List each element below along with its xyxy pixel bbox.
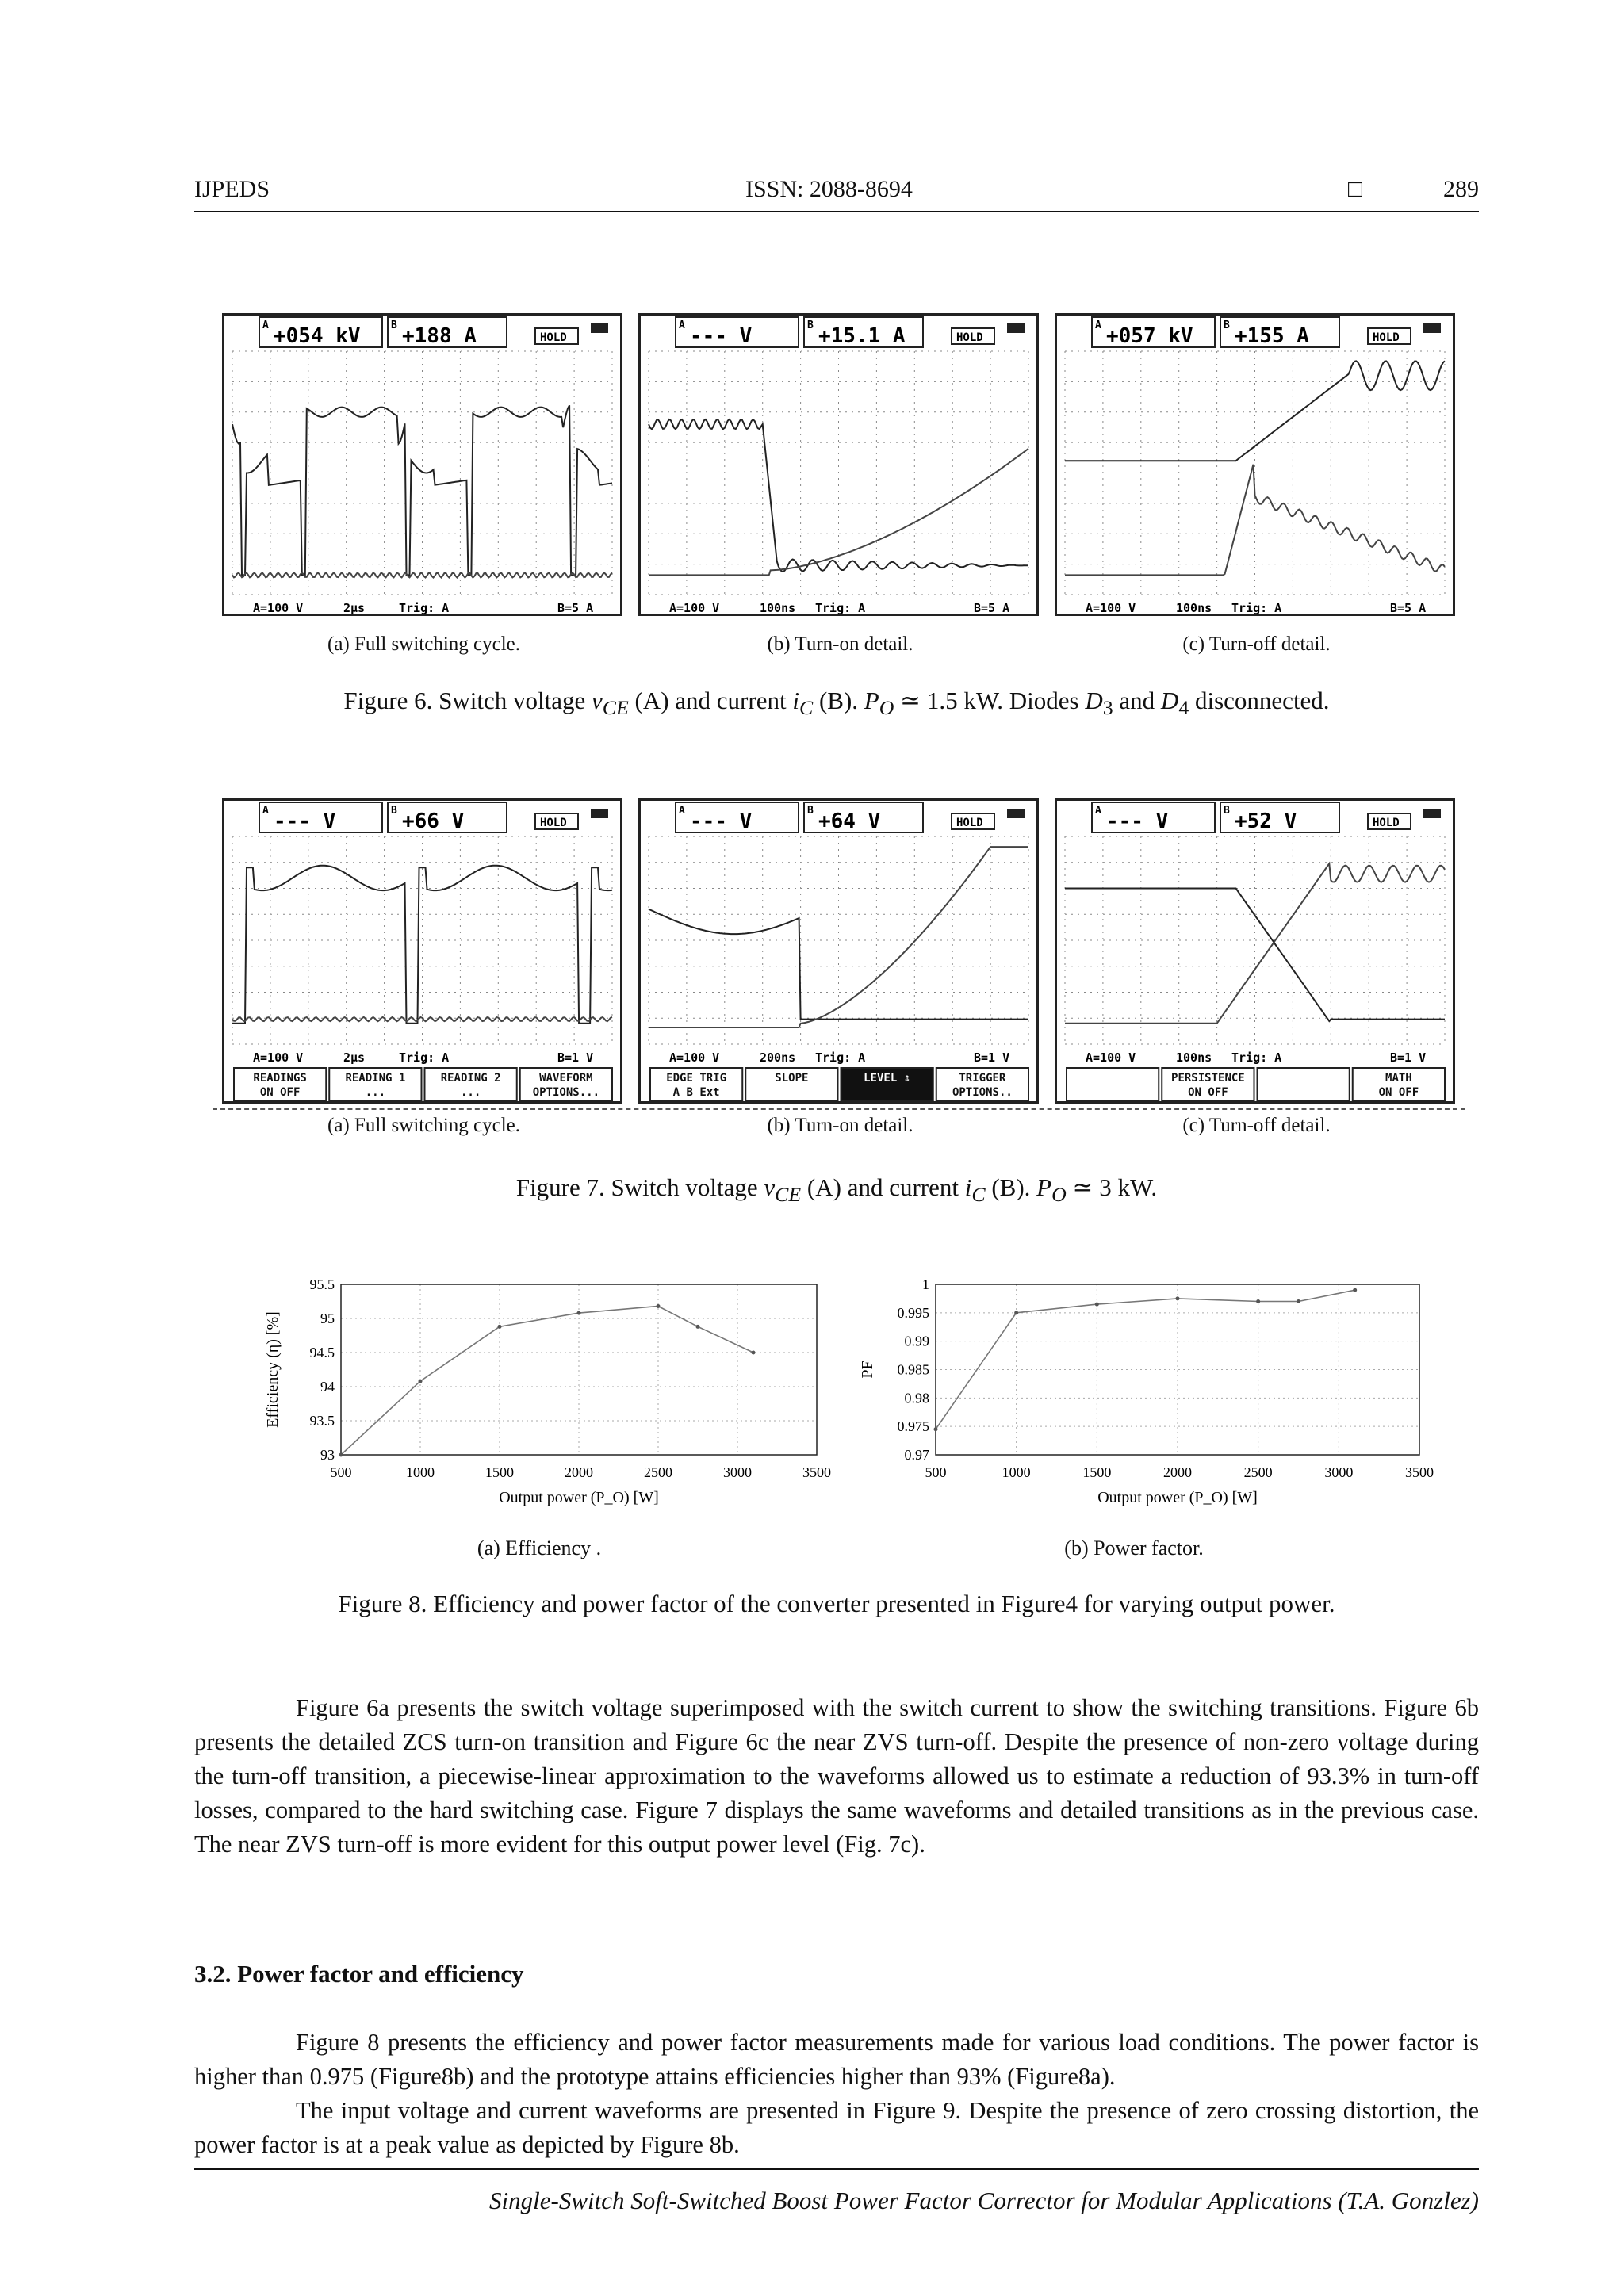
hold-badge: HOLD [540,817,567,829]
fig7-scope-2 [1055,798,1455,1104]
fig6-scope-0 [222,313,622,616]
x-tick-label: 1000 [1002,1464,1031,1480]
channel-a-reading: --- V [690,324,753,348]
softkey-1-value: ON OFF [1188,1086,1228,1099]
channel-a-scale: A=100 V [253,601,304,615]
softkey-0-label: EDGE TRIG [666,1072,727,1085]
trigger-status: Trig: A [399,1050,450,1065]
figure-8b-caption: (b) Power factor. [1064,1536,1204,1559]
channel-a-scale: A=100 V [669,601,720,615]
data-point [1176,1296,1180,1300]
channel-b-reading: +64 V [818,809,881,833]
paragraph-1: Figure 6a presents the switch voltage superimposed with the switch current to show the switching transitions. Figure 6b presents the detailed ZCS turn-on transition and Figure 6c the near ZVS turn-off. Despite the presence of non-zero voltage during the turn-off transition, a piecewise-linear approximation to the waveforms allowed us to estimate a reduction of 93.3% in turn-off losses, compared to the hard switching case. Figure 7 displays the same waveforms and detailed transitions as in the previous case. The near ZVS turn-off is more evident for this output power level (Fig. 7c). [194,1694,1479,1858]
chart-grid [341,1284,817,1455]
channel-a-tag: A [1095,805,1101,817]
y-tick-label: 93 [320,1447,335,1463]
data-point [339,1453,343,1457]
x-axis-label: Output power (P_O) [W] [1097,1489,1258,1506]
trigger-status: Trig: A [399,601,450,615]
channel-a-reading: +054 kV [274,324,361,348]
channel-b-reading: +188 A [402,324,477,348]
channel-b-scale: B=1 V [557,1050,594,1065]
softkey-3-value: OPTIONS.. [952,1086,1013,1099]
hold-badge: HOLD [956,331,983,344]
fig7-subcaption-1: (b) Turn-on detail. [767,1115,914,1136]
channel-a-scale: A=100 V [253,1050,304,1065]
data-point [696,1325,700,1329]
softkey-3-label: TRIGGER [959,1072,1006,1085]
channel-a-scale: A=100 V [1086,601,1136,615]
trace-a [1065,889,1445,1022]
time-base: 100ns [1176,1050,1212,1065]
time-base: 200ns [760,1050,796,1065]
softkey-3-label: MATH [1385,1072,1412,1085]
fig7-subcaption-2: (c) Turn-off detail. [1182,1115,1331,1136]
trace-a [232,405,612,575]
header-rule [194,211,1479,212]
y-axis-label: Efficiency (η) [%] [264,1311,282,1428]
battery-icon [1007,323,1025,333]
figure-8a-caption: (a) Efficiency . [477,1536,602,1559]
y-axis-label: PF [859,1360,876,1379]
scope-grid [232,351,612,595]
trace-b [649,847,1028,1027]
journal-name: IJPEDS [194,176,270,202]
channel-a-reading: --- V [274,809,336,833]
chart-grid [936,1284,1419,1455]
hold-badge: HOLD [1373,817,1400,829]
x-tick-label: 2000 [1163,1464,1192,1480]
battery-icon [591,323,608,333]
channel-a-tag: A [262,805,269,817]
channel-a-reading: --- V [690,809,753,833]
softkey-2-label: LEVEL ⇕ [864,1072,911,1085]
figure-7-separator [213,1108,1465,1110]
trace-b [232,572,612,577]
softkey-0-label: READINGS [253,1072,307,1085]
chart-frame [341,1284,817,1455]
y-tick-label: 0.975 [897,1418,929,1435]
softkey-3-label: WAVEFORM [539,1072,593,1085]
x-tick-label: 2500 [1243,1464,1273,1480]
data-point [577,1311,581,1315]
series-line [936,1290,1355,1429]
channel-a-reading: +057 kV [1106,324,1193,348]
battery-icon [1423,809,1441,818]
softkey-0-value: A B Ext [672,1086,720,1099]
trace-a [1065,361,1445,461]
x-tick-label: 1500 [1082,1464,1112,1480]
channel-a-tag: A [679,320,685,331]
fig6-scope-2 [1055,313,1455,616]
channel-b-tag: B [391,320,397,331]
softkey-0-value: ON OFF [259,1086,301,1099]
time-base: 100ns [760,601,796,615]
fig6-subcaption-2: (c) Turn-off detail. [1182,633,1331,655]
trigger-status: Trig: A [1231,1050,1282,1065]
x-tick-label: 2500 [644,1464,672,1480]
data-point [1256,1299,1260,1303]
x-tick-label: 3000 [723,1464,752,1480]
channel-b-reading: +155 A [1235,324,1309,348]
x-tick-label: 3500 [802,1464,831,1480]
softkey-1-label: READING 1 [345,1072,406,1085]
data-point [1014,1311,1018,1314]
fig6-subcaption-1: (b) Turn-on detail. [767,633,914,655]
time-base: 2µs [343,601,366,615]
series-line [341,1307,753,1456]
x-tick-label: 2000 [565,1464,593,1480]
hold-badge: HOLD [956,817,983,829]
paragraph-3: The input voltage and current waveforms are presented in Figure 9. Despite the presence of zero crossing distortion, the power factor is at a peak value as depicted by Figure 8b. [194,2097,1479,2158]
channel-a-scale: A=100 V [1086,1050,1136,1065]
data-point [1297,1299,1300,1303]
battery-icon [1007,809,1025,818]
y-tick-label: 95.5 [309,1276,335,1292]
channel-b-reading: +52 V [1235,809,1297,833]
fig7-subcaption-0: (a) Full switching cycle. [327,1115,520,1136]
hold-badge: HOLD [1373,331,1400,344]
figure-7-caption: Figure 7. Switch voltage $v_{CE}$ (A) and current $i_C$ (B). $P_O$ ≃ 3 kW. [515,1173,1158,1207]
x-tick-label: 500 [330,1464,352,1480]
footer-title: Single-Switch Soft-Switched Boost Power Factor Corrector for Modular Applications (T.A. Gonzlez) [489,2187,1479,2214]
channel-b-tag: B [1224,320,1230,331]
data-point [498,1325,502,1329]
x-tick-label: 3000 [1324,1464,1354,1480]
trigger-status: Trig: A [815,601,866,615]
scope-grid [649,836,1028,1044]
fig7-scope-0 [222,798,622,1104]
channel-a-tag: A [679,805,685,817]
softkey-1-value: ... [365,1086,386,1099]
fig7-scope-1 [638,798,1039,1104]
y-tick-label: 0.995 [897,1304,929,1321]
x-axis-label: Output power (P_O) [W] [499,1489,659,1506]
y-tick-label: 0.98 [904,1390,929,1406]
trigger-status: Trig: A [1231,601,1282,615]
section-heading: 3.2. Power factor and efficiency [194,1960,524,1988]
channel-a-scale: A=100 V [669,1050,720,1065]
hold-badge: HOLD [540,331,567,344]
figure-6-caption: Figure 6. Switch voltage $v_{CE}$ (A) and current $i_C$ (B). $P_O$ ≃ 1.5 kW. Diodes $D_3$ and $D_4$ disconnected. [343,687,1330,720]
channel-b-scale: B=5 A [974,601,1010,615]
channel-a-tag: A [262,320,269,331]
softkey-1-label: PERSISTENCE [1171,1072,1245,1085]
y-tick-label: 0.985 [897,1361,929,1378]
softkey-3-value: OPTIONS... [532,1086,600,1099]
channel-b-scale: B=5 A [557,601,594,615]
channel-b-scale: B=1 V [974,1050,1010,1065]
y-tick-label: 95 [320,1311,335,1326]
time-base: 100ns [1176,601,1212,615]
efficiency-chart [238,1269,848,1530]
x-tick-label: 500 [925,1464,947,1480]
channel-b-tag: B [1224,805,1230,817]
scope-grid [649,351,1028,595]
data-point [934,1427,938,1431]
data-point [419,1380,423,1383]
data-point [1353,1288,1357,1292]
y-tick-label: 1 [922,1276,929,1292]
channel-b-tag: B [807,320,814,331]
softkey-0 [1067,1068,1159,1101]
channel-a-reading: --- V [1106,809,1169,833]
channel-b-tag: B [807,805,814,817]
issn: ISSN: 2088-8694 [745,176,913,202]
scope-grid [1065,351,1445,595]
power-factor-chart [833,1269,1451,1530]
header-box: □ [1348,176,1363,202]
channel-b-reading: +15.1 A [818,324,906,348]
data-point [1095,1303,1099,1307]
softkey-2 [1258,1068,1350,1101]
x-tick-label: 1500 [485,1464,514,1480]
battery-icon [1423,323,1441,333]
trigger-status: Trig: A [815,1050,866,1065]
channel-a-tag: A [1095,320,1101,331]
x-tick-label: 3500 [1405,1464,1434,1480]
softkey-1-label: SLOPE [775,1072,809,1085]
fig6-subcaption-0: (a) Full switching cycle. [327,633,520,655]
channel-b-reading: +66 V [402,809,465,833]
y-tick-label: 94 [320,1379,335,1395]
y-tick-label: 0.97 [904,1447,929,1463]
softkey-2-value: ... [460,1086,481,1099]
channel-b-tag: B [391,805,397,817]
y-tick-label: 93.5 [309,1413,335,1429]
data-point [752,1351,756,1355]
figure-8-caption: Figure 8. Efficiency and power factor of the converter presented in Figure4 for varying output power. [338,1590,1335,1617]
time-base: 2µs [343,1050,366,1065]
y-tick-label: 0.99 [904,1333,929,1349]
y-tick-label: 94.5 [309,1345,335,1360]
trace-b [1065,465,1445,576]
softkey-3-value: ON OFF [1378,1086,1419,1099]
scope-grid [1065,836,1445,1044]
paragraph-2: Figure 8 presents the efficiency and power factor measurements made for various load conditions. The power factor is higher than 0.975 (Figure8b) and the prototype attains efficiencies higher than 93% (Figure8a). [194,2029,1479,2090]
fig6-scope-1 [638,313,1039,616]
x-tick-label: 1000 [406,1464,435,1480]
data-point [657,1304,661,1308]
page-number: 289 [1443,176,1479,202]
battery-icon [591,809,608,818]
channel-b-scale: B=1 V [1390,1050,1427,1065]
softkey-2-label: READING 2 [440,1072,501,1085]
channel-b-scale: B=5 A [1390,601,1427,615]
trace-b [649,449,1028,576]
footer-rule [194,2168,1479,2170]
